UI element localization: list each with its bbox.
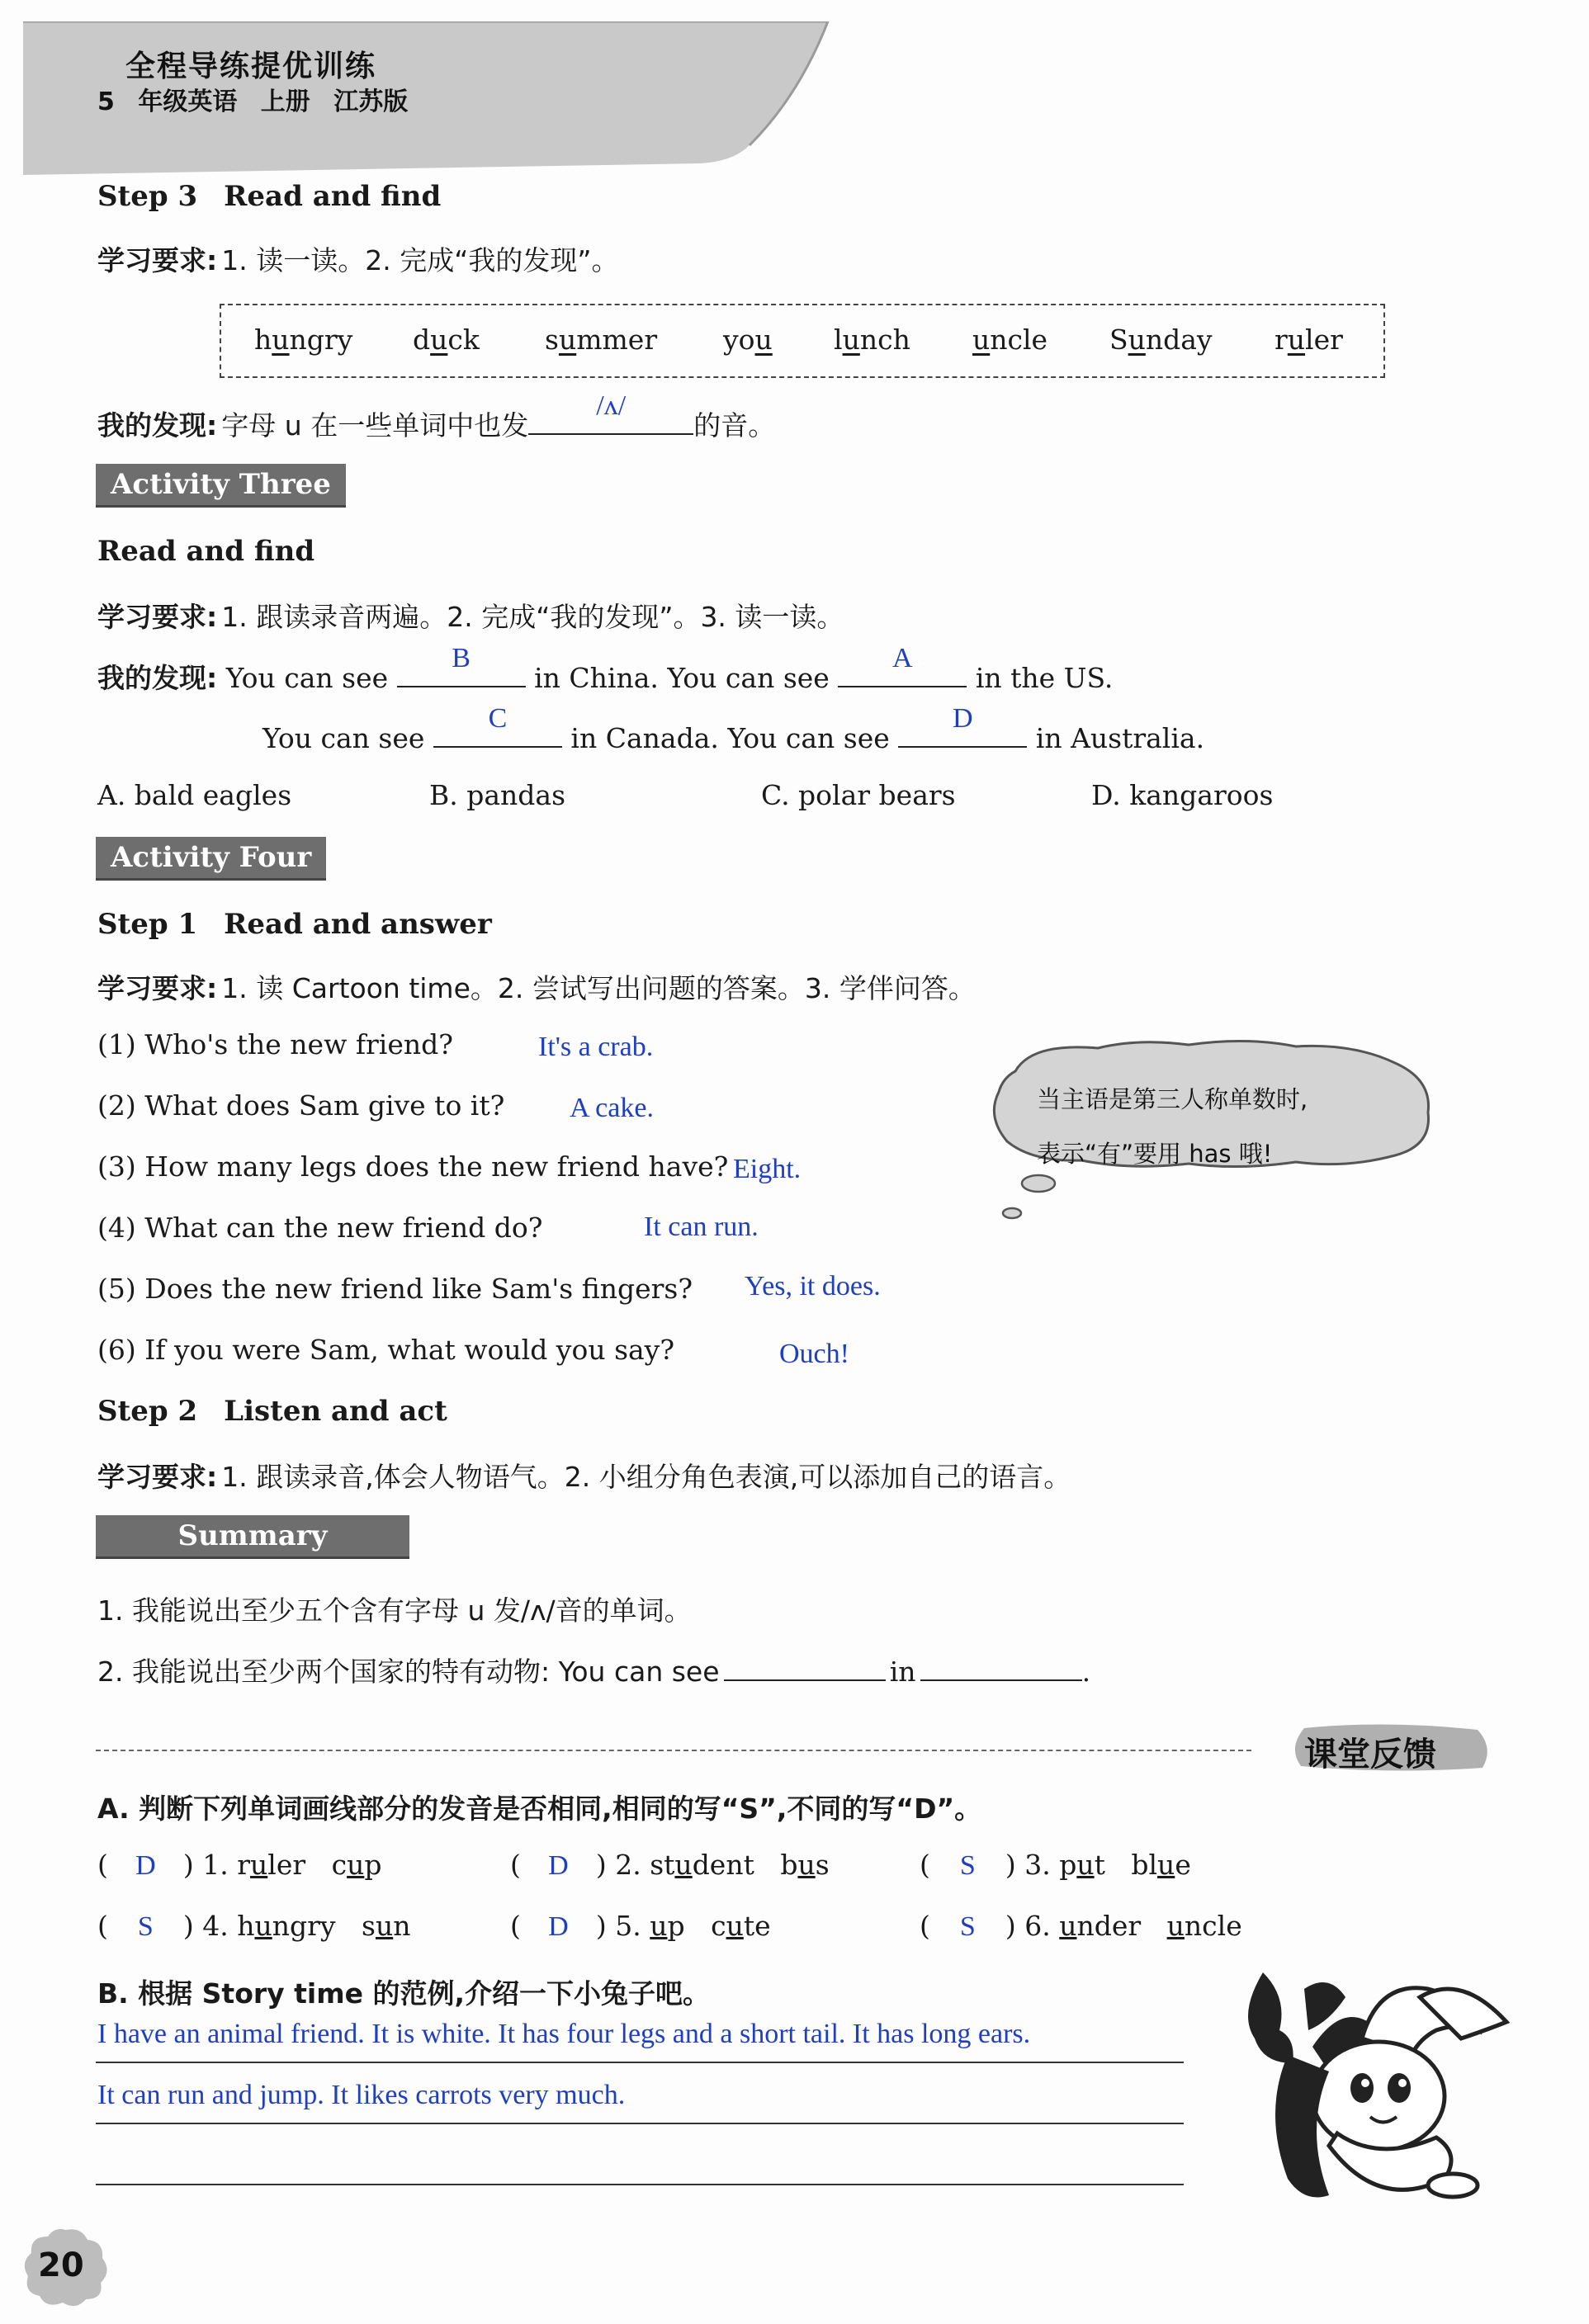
step3-requirement [97,239,618,278]
requirement-text: 1. 读 Cartoon time。2. 尝试写出问题的答案。3. 学伴问答。 [221,972,976,1004]
step2-requirement [97,1456,1071,1495]
summary-period: . [1081,1656,1091,1688]
item-2-num: 2. [615,1849,641,1881]
requirement-label: 学习要求: [97,1461,218,1493]
option-c: C. polar bears [761,779,956,811]
step1-label: Step 1 [97,908,198,941]
step2-heading [97,1395,447,1428]
book-title: 全程导练提优训练 [125,50,377,83]
summary-blank-animal [724,1651,886,1681]
word-hungry: hungry [254,324,353,356]
part-a-title: A. 判断下列单词画线部分的发音是否相同,相同的写“S”,不同的写“D”。 [97,1793,982,1825]
requirement-label: 学习要求: [97,972,218,1004]
question-2: (2) What does Sam give to it? [97,1089,505,1122]
summary-line-1: 1. 我能说出至少五个含有字母 u 发/ʌ/音的单词。 [97,1594,692,1627]
finding-text: 字母 u 在一些单词中也发 [221,409,529,442]
answer-5: Yes, it does. [745,1271,881,1301]
step1-heading [97,908,492,941]
finding-text: in Canada. You can see [570,722,890,754]
item-5: ( D ) 5. up cute [510,1910,771,1942]
feedback-divider [96,1750,1251,1751]
finding-blank [528,390,693,435]
activity3-finding-line1 [97,643,1114,696]
step3-heading [97,180,441,213]
item-1-num: 1. [202,1849,229,1881]
item-5-num: 5. [615,1910,641,1942]
word-box [220,304,1385,378]
answer-3: Eight. [733,1154,802,1184]
requirement-text: 1. 跟读录音,体会人物语气。2. 小组分角色表演,可以添加自己的语言。 [221,1461,1071,1493]
item-3-num: 3. [1024,1849,1051,1881]
step3-finding [97,390,776,443]
answer-2: A cake. [570,1093,654,1123]
item-6: ( S ) 6. under uncle [920,1910,1242,1942]
word-lunch: lunch [834,324,910,356]
part-b-answer-line-2: It can run and jump. It likes carrots very much. [97,2080,626,2110]
summary-blank-country [920,1651,1082,1681]
blank-us [838,643,967,687]
activity-four-band: Activity Four [96,837,326,881]
question-5: (5) Does the new friend like Sam's fingers? [97,1273,693,1305]
item-3-answer: S [959,1850,976,1881]
word-uncle: uncle [972,324,1048,356]
item-5-answer: D [548,1911,569,1942]
finding-label: 我的发现: [97,662,218,694]
item-4-num: 4. [202,1910,229,1942]
word-you: you [723,324,773,356]
question-1: (1) Who's the new friend? [97,1028,453,1060]
page-number: 20 [38,2246,84,2284]
answer-canada: C [488,703,508,734]
item-4-answer: S [137,1911,154,1942]
finding-text: You can see [225,662,389,694]
finding-label: 我的发现: [97,409,218,442]
requirement-text: 1. 跟读录音两遍。2. 完成“我的发现”。3. 读一读。 [221,601,844,633]
finding-text: You can see [262,722,425,754]
feedback-tag: 课堂反馈 [1304,1736,1436,1774]
writing-line-3 [96,2184,1184,2185]
requirement-text: 1. 读一读。2. 完成“我的发现”。 [221,244,619,276]
item-1-answer: D [135,1850,156,1881]
answer-4: It can run. [644,1212,759,1242]
step1-requirement [97,967,976,1006]
item-6-num: 6. [1024,1910,1051,1942]
rabbit-illustration [1213,1964,1511,2212]
option-a: A. bald eagles [97,779,292,811]
step2-title: Listen and act [224,1395,447,1428]
book-subtitle: 5 年级英语 上册 江苏版 [97,87,409,116]
step2-label: Step 2 [97,1395,198,1428]
activity-three-band: Activity Three [96,464,346,508]
requirement-label: 学习要求: [97,244,218,276]
item-2: ( D ) 2. student bus [510,1849,830,1881]
item-2-answer: D [548,1850,569,1881]
step3-title: Read and find [224,180,442,213]
question-6: (6) If you were Sam, what would you say? [97,1334,675,1366]
word-sunday: Sunday [1109,324,1213,356]
finding-text: in the US. [975,662,1114,694]
writing-line-1 [96,2062,1184,2063]
answer-6: Ouch! [779,1339,849,1369]
finding-answer: /ʌ/ [596,390,627,421]
item-1: ( D ) 1. ruler cup [97,1849,382,1881]
answer-us: A [892,643,913,673]
item-6-answer: S [959,1911,976,1942]
answer-china: B [452,643,471,673]
item-4: ( S ) 4. hungry sun [97,1910,411,1942]
item-3: ( S ) 3. put blue [920,1849,1191,1881]
word-ruler: ruler [1275,324,1343,356]
bubble-line-1: 当主语是第三人称单数时, [1037,1085,1308,1113]
activity3-finding-line2 [262,703,1205,754]
word-duck: duck [413,324,480,356]
summary-in: in [889,1656,916,1688]
part-b-title: B. 根据 Story time 的范例,介绍一下小兔子吧。 [97,1977,711,2010]
requirement-label: 学习要求: [97,601,218,633]
step3-label: Step 3 [97,180,198,213]
bubble-line-2: 表示“有”要用 has 哦! [1037,1140,1273,1168]
blank-canada [433,703,562,748]
part-b-answer-line-1: I have an animal friend. It is white. It has four legs and a short tail. It has long ears. [97,2019,1031,2049]
option-d: D. kangaroos [1091,779,1274,811]
step1-title: Read and answer [224,908,492,941]
blank-china [397,643,526,687]
finding-text: in Australia. [1035,722,1205,754]
summary-line-2 [97,1651,1090,1689]
summary-band: Summary [96,1515,409,1559]
option-b: B. pandas [429,779,566,811]
blank-australia [898,703,1027,748]
word-summer: summer [545,324,658,356]
question-3: (3) How many legs does the new friend have? [97,1150,729,1183]
finding-text: in China. You can see [534,662,830,694]
answer-1: It's a crab. [538,1032,654,1062]
question-4: (4) What can the new friend do? [97,1212,543,1244]
writing-line-2 [96,2123,1184,2124]
answer-australia: D [953,703,973,734]
summary-line-2-text: 2. 我能说出至少两个国家的特有动物: You can see [97,1656,720,1688]
activity3-requirement [97,596,844,635]
thought-bubble-dots [999,1170,1073,1236]
activity3-title: Read and find [97,535,315,568]
finding-suffix: 的音。 [693,409,776,442]
